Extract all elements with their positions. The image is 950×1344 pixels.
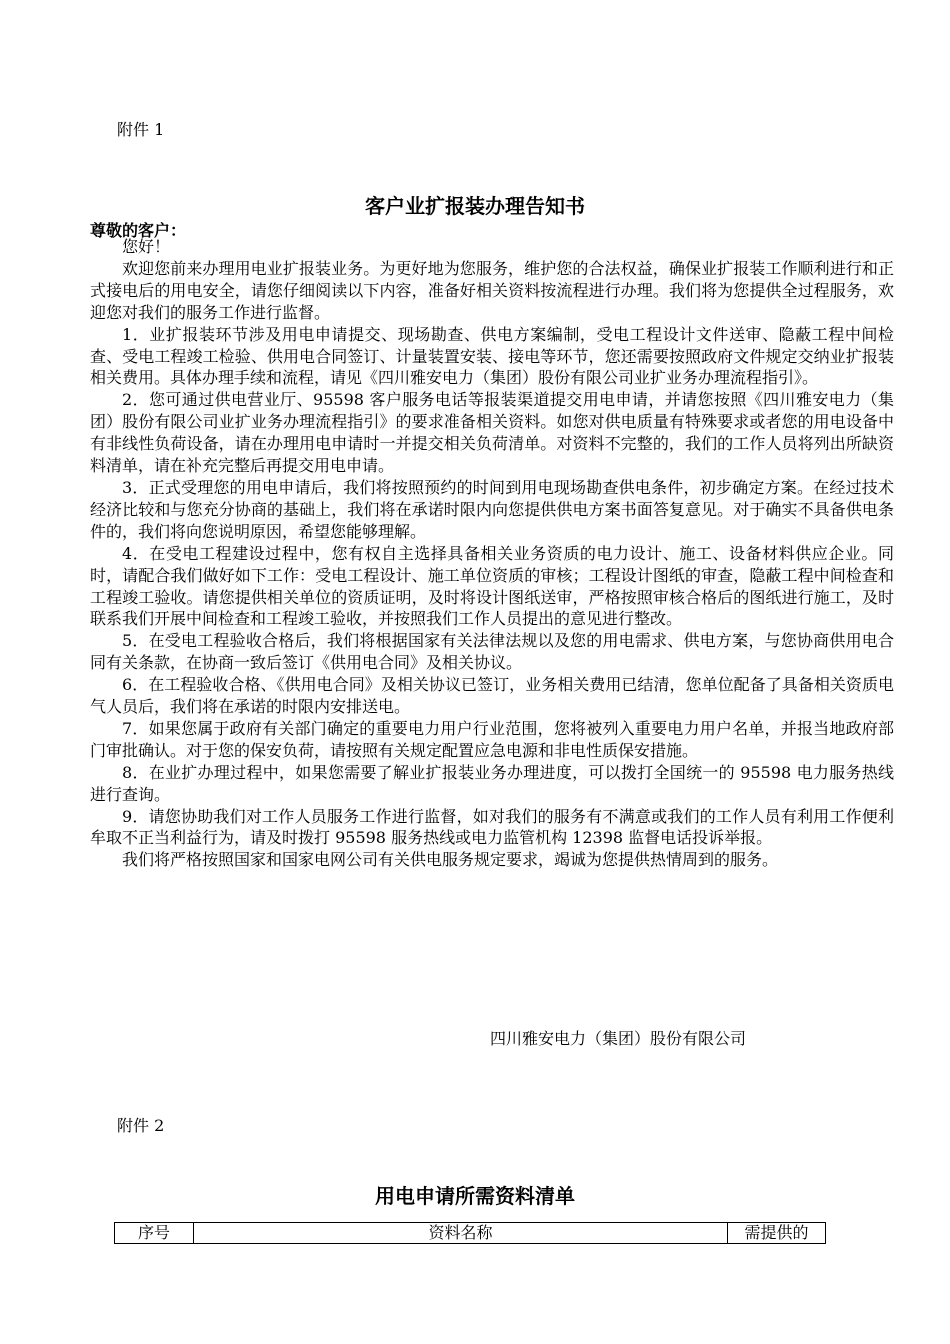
table-header-row — [115, 1223, 826, 1244]
paragraph-item-7: 7．如果您属于政府有关部门确定的重要电力用户行业范围，您将被列入重要电力用户名单，并报当地政府部门审批确认。对于您的保安负荷，请按照有关规定配置应急电源和非电性质保安措施。 — [90, 718, 894, 760]
paragraph-item-1: 1．业扩报装环节涉及用电申请提交、现场勘查、供电方案编制，受电工程设计文件送审、隐蔽工程中间检查、受电工程竣工检验、供用电合同签订、计量装置安装、接电等环节，您还需要按照政府文件规定交纳业扩报装相关费用。具体办理手续和流程，请见《四川雅安电力（集团）股份有限公司业扩业务办理流程指引》。 — [90, 324, 894, 388]
header-index: 序号 — [115, 1223, 194, 1244]
paragraph-item-2: 2．您可通过供电营业厅、95598 客户服务电话等报装渠道提交用电申请，并请您按照《四川雅安电力（集团）股份有限公司业扩业务办理流程指引》的要求准备相关资料。如您对供电质量有特殊要求或者您的用电设备中有非线性负荷设备，请在办理用电申请时一并提交相关负荷清单。对资料不完整的，我们的工作人员将列出所缺资料清单，请在补充完整后再提交用电申请。 — [90, 390, 894, 476]
paragraph-greeting: 您好！ — [122, 237, 171, 256]
attachment-2-label: 附件 2 — [117, 1116, 165, 1135]
paragraph-item-3: 3．正式受理您的用电申请后，我们将按照预约的时间到用电现场勘查供电条件，初步确定方案。在经过技术经济比较和与您充分协商的基础上，我们将在承诺时限内向您提供供电方案书面答复意见。对于确实不具备供电条件的，我们将向您说明原因，希望您能够理解。 — [90, 477, 894, 541]
header-required: 需提供的 — [728, 1223, 826, 1244]
paragraph-closing: 我们将严格按照国家和国家电网公司有关供电服务规定要求，竭诚为您提供热情周到的服务。 — [122, 850, 779, 870]
paragraph-item-9: 9．请您协助我们对工作人员服务工作进行监督，如对我们的服务有不满意或我们的工作人员有利用工作便利牟取不正当利益行为，请及时拨打 95598 服务热线或电力监管机构 12398 监督电话投诉举报。 — [90, 806, 894, 848]
notice-title: 客户业扩报装办理告知书 — [365, 194, 585, 218]
materials-list-title: 用电申请所需资料清单 — [375, 1184, 575, 1208]
paragraph-intro: 欢迎您前来办理用电业扩报装业务。为更好地为您服务，维护您的合法权益，确保业扩报装工作顺利进行和正式接电后的用电安全，请您仔细阅读以下内容，准备好相关资料按流程进行办理。我们将为您提供全过程服务，欢迎您对我们的服务工作进行监督。 — [90, 258, 894, 322]
company-signature: 四川雅安电力（集团）股份有限公司 — [490, 1029, 747, 1048]
paragraph-item-4: 4．在受电工程建设过程中，您有权自主选择具备相关业务资质的电力设计、施工、设备材料供应企业。同时，请配合我们做好如下工作：受电工程设计、施工单位资质的审核；工程设计图纸的审查，隐蔽工程中间检查和工程竣工验收。请您提供相关单位的资质证明，及时将设计图纸送审，严格按照审核合格后的图纸进行施工，及时联系我们开展中间检查和工程竣工验收，并按照我们工作人员提出的意见进行整改。 — [90, 543, 894, 629]
notice-body — [90, 236, 894, 871]
paragraph-item-6: 6．在工程验收合格、《供用电合同》及相关协议已签订，业务相关费用已结清，您单位配备了具备相关资质电气人员后，我们将在承诺的时限内安排送电。 — [90, 675, 894, 717]
attachment-1-label: 附件 1 — [117, 120, 165, 139]
materials-table — [114, 1222, 826, 1244]
salutation: 尊敬的客户： — [90, 221, 187, 240]
paragraph-item-8: 8．在业扩办理过程中，如果您需要了解业扩报装业务办理进度，可以拨打全国统一的 95598 电力服务热线进行查询。 — [90, 762, 894, 804]
paragraph-item-5: 5．在受电工程验收合格后，我们将根据国家有关法律法规以及您的用电需求、供电方案，与您协商供用电合同有关条款，在协商一致后签订《供用电合同》及相关协议。 — [90, 631, 894, 673]
header-material-name: 资料名称 — [194, 1223, 728, 1244]
